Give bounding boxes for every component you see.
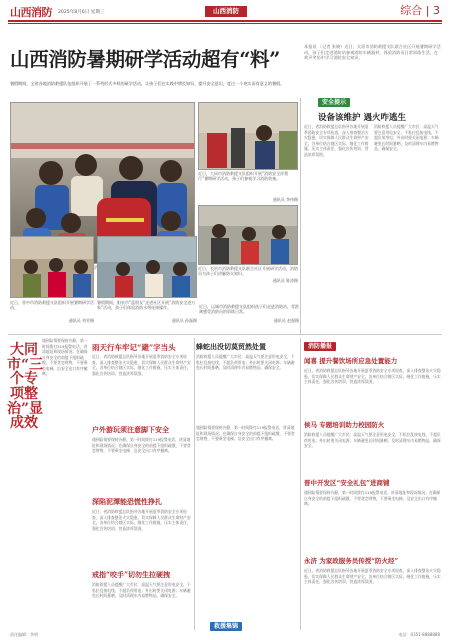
article-body: 消防救援人员提醒广大市民：高温天气要注意用电安全，不私拉乱接电线，不超负荷用电；外出时要关闭电源；车辆避免长时间暴晒，及时清理车内易燃物品，确保安全。 [196, 354, 295, 370]
photo-bottom-1 [10, 236, 94, 298]
section-headline: 闻喜 提升餐饮场所应急处置能力 [304, 357, 398, 365]
lead-paragraph: 暑假期间，全省各地消防救援队伍组织开展了一系列形式多样的研学活动，让孩子们在实践中增长知识，提升安全意识，度过一个充实而有意义的暑假。 [10, 81, 285, 86]
section-headline: 深陷泥潭能恐慌性挣扎 [92, 497, 162, 506]
column-rule [300, 98, 301, 334]
photo-caption: 近日，运城市消防救援支队组织孩子们走进消防站，零距离感受消防员的训练日常。 [199, 304, 299, 315]
photo-fire-equipment [198, 102, 298, 170]
article-body: 近日，省消防救援总队指导各地开展夏季消防安全专项检查，深入排查整治火灾隐患，切实保障人民群众生命财产安全。各单位结合辖区实际，细化工作措施，压实主体责任，强化宣传培训，营造浓厚氛围。 [304, 124, 369, 157]
section-rule [8, 334, 442, 335]
photo-bottom-2 [97, 236, 197, 298]
article-body: 消防救援人员提醒广大市民：高温天气要注意用电安全，不私拉乱接电线，不超负荷用电；外出时要关闭电源；车辆避免长时间暴晒，及时清理车内易燃物品，确保安全。 [92, 582, 191, 598]
photo-caption: 近日，长治市消防救援支队联合社区开展研学活动，消防员为孩子们讲解防火知识。 [198, 266, 298, 277]
article-body: 遇到险情要保持冷静，第一时间拨打119报警电话，讲清地址和现场情况；在确保自身安全的前提下组织疏散，不要贪恋财物，不要乘坐电梯，沿安全出口有序撤离。 [196, 425, 295, 441]
photo-credit: 通讯员 赵强摄 [273, 318, 299, 323]
section-badge: 山西消防 [205, 6, 247, 17]
section-tag: 安全提示 [318, 98, 350, 107]
section-headline: 蜂蛇出没切莫贸然处置 [196, 342, 266, 351]
article-body: 遇到险情要保持冷静，第一时间拨打119报警电话，讲清地址和现场情况；在确保自身安全的前提下组织疏散，不要贪恋财物，不要乘坐电梯，沿安全出口有序撤离。 [42, 338, 88, 376]
photo-caption: 暑假期间，阳泉市“蓝朋友”走进社区开展“消防安全进万家”活动，孩子们体验消防水带连接操作。 [97, 300, 196, 311]
article-body: 消防救援人员提醒广大市民：高温天气要注意用电安全，不私拉乱接电线，不超负荷用电；外出时要关闭电源；车辆避免长时间暴晒，及时清理车内易燃物品，确保安全。 [304, 432, 441, 448]
article-body: 近日，省消防救援总队指导各地开展夏季消防安全专项检查，深入排查整治火灾隐患，切实保障人民群众生命财产安全。各单位结合辖区实际，细化工作措施，压实主体责任，强化宣传培训，营造浓厚氛围。 [304, 368, 441, 384]
section-headline: 设备该维护 遇火咋逃生 [318, 113, 406, 123]
section-headline: 永济 为家政服务员传授“防火经” [304, 557, 399, 565]
page-label: 综合 | 3 [400, 4, 440, 17]
section-tag: 消防播报 [304, 342, 336, 351]
article-body: 近日，省消防救援总队指导各地开展夏季消防安全专项检查，深入排查整治火灾隐患，切实保障人民群众生命财产安全。各单位结合辖区实际，细化工作措施，压实主体责任，强化宣传培训，营造浓厚氛围。 [92, 354, 191, 376]
section-tag: 救援集锦 [210, 622, 242, 631]
masthead-rule [8, 23, 442, 24]
left-vertical-headline: 大同市“三个专项整治”显成效 [7, 342, 44, 432]
photo-credit: 通讯员 刘芳摄 [68, 318, 94, 323]
page-headline: 山西消防暑期研学活动超有“料” [10, 48, 280, 71]
photo-fire-lesson [198, 205, 298, 265]
section-headline: 侯马 专题培训助力校园防火 [304, 421, 385, 429]
photo-caption: 近日，晋中市消防救援支队组织开展暑期研学活动。 [10, 300, 94, 311]
article-body: 遇到险情要保持冷静，第一时间拨打119报警电话，讲清地址和现场情况；在确保自身安全的前提下组织疏散，不要贪恋财物，不要乘坐电梯，沿安全出口有序撤离。 [304, 490, 441, 506]
photo-credit: 通讯员 李伟摄 [272, 197, 298, 202]
masthead-rule [8, 20, 442, 22]
footer-editor: 责任编辑：李明 [10, 632, 38, 637]
photo-credit: 通讯员 陈涛摄 [272, 278, 298, 283]
photo-credit: 通讯员 孙磊摄 [171, 318, 197, 323]
photo-caption: 近日，大同市消防救援支队组织开展“消防安全伴我行”暑期研学活动，孩子们参观学习消防装备。 [198, 171, 289, 182]
article-body: 近日，省消防救援总队指导各地开展夏季消防安全专项检查，深入排查整治火灾隐患，切实保障人民群众生命财产安全。各单位结合辖区实际，细化工作措施，压实主体责任，强化宣传培训，营造浓厚氛围。 [304, 568, 441, 584]
intro-paragraph: 本报讯 （记者 张晓）近日，太原市消防救援支队联合社区开展暑期研学活动，孩子们走进消防站参观消防车辆器材，体验消防员日常训练生活，在欢声笑语中学习消防安全知识。 [304, 44, 441, 61]
section-headline: 雨天行车牢记“避”字当头 [92, 343, 176, 352]
section-headline: 戒指“咬手”切勿生拉硬拽 [92, 570, 171, 579]
column-rule [194, 338, 195, 630]
footer-phone: 电话：0351-8888888 [398, 632, 440, 637]
section-headline: 户外游玩须注意脚下安全 [92, 425, 169, 434]
article-body: 近日，省消防救援总队指导各地开展夏季消防安全专项检查，深入排查整治火灾隐患，切实保障人民群众生命财产安全。各单位结合辖区实际，细化工作措施，压实主体责任，强化宣传培训，营造浓厚氛围。 [92, 509, 191, 531]
article-body: 消防救援人员提醒广大市民：高温天气要注意用电安全，不私拉乱接电线，不超负荷用电；外出时要关闭电源；车辆避免长时间暴晒，及时清理车内易燃物品，确保安全。 [374, 124, 439, 151]
column-rule [300, 338, 301, 630]
section-headline: 晋中开发区“安全礼包”进商铺 [304, 479, 390, 487]
article-body: 遇到险情要保持冷静，第一时间拨打119报警电话，讲清地址和现场情况；在确保自身安全的前提下组织疏散，不要贪恋财物，不要乘坐电梯，沿安全出口有序撤离。 [92, 437, 191, 453]
masthead-logo: 山西消防 [10, 6, 52, 19]
masthead-date: 2025年8月6日 星期三 [58, 10, 105, 15]
